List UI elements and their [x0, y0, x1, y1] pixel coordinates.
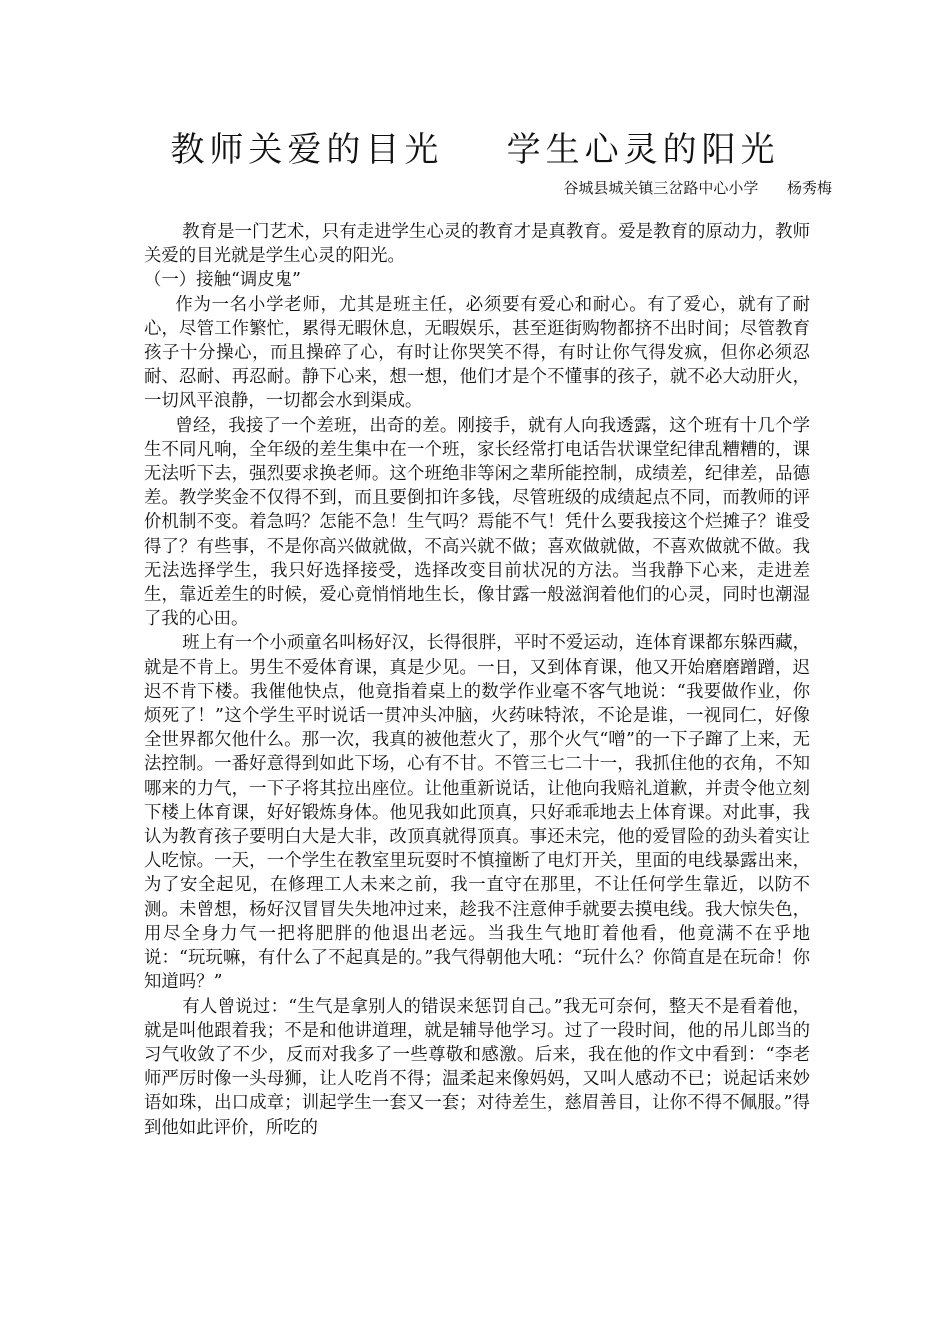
paragraph: 作为一名小学老师，尤其是班主任，必须要有爱心和耐心。有了爱心，就有了耐心，尽管工作繁忙，累得无暇休息，无暇娱乐，甚至逛街购物都挤不出时间；尽管教育孩子十分操心，而且操碎了心，有时让你哭笑不得，有时让你气得发疯，但你必须忍耐、忍耐、再忍耐。静下心来，想一想，他们才是个不懂事的孩子，就不必大动肝火，一切风平浪静，一切都会水到渠成。	[144, 294, 810, 412]
document-body	[144, 220, 810, 1140]
document-title: 教师关爱的目光 学生心灵的阳光	[170, 130, 780, 170]
paragraph: 班上有一个小顽童名叫杨好汉，长得很胖，平时不爱运动，连体育课都东躲西藏，就是不肯上。男生不爱体育课，真是少见。一日，又到体育课，他又开始磨磨蹭蹭，迟迟不肯下楼。我催他快点，他竟指着桌上的数学作业毫不客气地说：“我要做作业，你烦死了！”这个学生平时说话一贯冲头冲脑，火药味特浓，不论是谁，一视同仁，好像全世界都欠他什么。那一次，我真的被他惹火了，那个火气“噌”的一下子蹿了上来，无法控制。一番好意得到如此下场，心有不甘。不管三七二十一，我抓住他的衣角，不知哪来的力气，一下子将其拉出座位。让他重新说话，让他向我赔礼道歉，并责令他立刻下楼上体育课，好好锻炼身体。他见我如此顶真，只好乖乖地去上体育课。对此事，我认为教育孩子要明白大是大非，改顶真就得顶真。事还未完，他的爱冒险的劲头着实让人吃惊。一天，一个学生在教室里玩耍时不慎撞断了电灯开关，里面的电线暴露出来，为了安全起见，在修理工人未来之前，我一直守在那里，不让任何学生靠近，以防不测。未曾想，杨好汉冒冒失失地冲过来，趁我不注意伸手就要去摸电线。我大惊失色，用尽全身力气一把将肥胖的他退出老远。当我生气地盯着他看，他竟满不在乎地说：“玩玩嘛，有什么了不起真是的。”我气得朝他大吼：“玩什么？你简直是在玩命！你知道吗？”	[144, 633, 810, 993]
author-byline: 谷城县城关镇三岔路中心小学 杨秀梅	[563, 179, 832, 197]
paragraph: 曾经，我接了一个差班，出奇的差。刚接手，就有人向我透露，这个班有十几个学生不同凡响，全年级的差生集中在一个班，家长经常打电话告状课堂纪律乱糟糟的，课无法听下去，强烈要求换老师。这个班绝非等闲之辈所能控制，成绩差，纪律差，品德差。教学奖金不仅得不到，而且要倒扣许多钱，尽管班级的成绩起点不同，而教师的评价机制不变。着急吗？怎能不急！生气吗？焉能不气！凭什么要我接这个烂摊子？谁受得了？有些事，不是你高兴做就做，不高兴就不做；喜欢做就做，不喜欢做就不做。我无法选择学生，我只好选择接受，选择改变目前状况的方法。当我静下心来，走进差生，靠近差生的时候，爱心竟悄悄地生长，像甘露一般滋润着他们的心灵，同时也潮湿了我的心田。	[144, 415, 810, 630]
paragraph-intro: 教育是一门艺术，只有走进学生心灵的教育才是真教育。爱是教育的原动力，教师关爱的目光就是学生心灵的阳光。	[144, 222, 810, 267]
section-heading: （一）接触“调皮鬼”	[144, 270, 301, 291]
paragraph: 有人曾说过：“生气是拿别人的错误来惩罚自己。”我无可奈何，整天不是看着他，就是叫他跟着我；不是和他讲道理，就是辅导他学习。过了一段时间，他的吊儿郎当的习气收敛了不少，反而对我多了一些尊敬和感激。后来，我在他的作文中看到：“李老师严厉时像一头母狮，让人吃肖不得；温柔起来像妈妈，又叫人感动不已；说起话来妙语如珠，出口成章；训起学生一套又一套；对待差生，慈眉善目，让你不得不佩服。”得到他如此评价，所吃的	[144, 996, 810, 1138]
